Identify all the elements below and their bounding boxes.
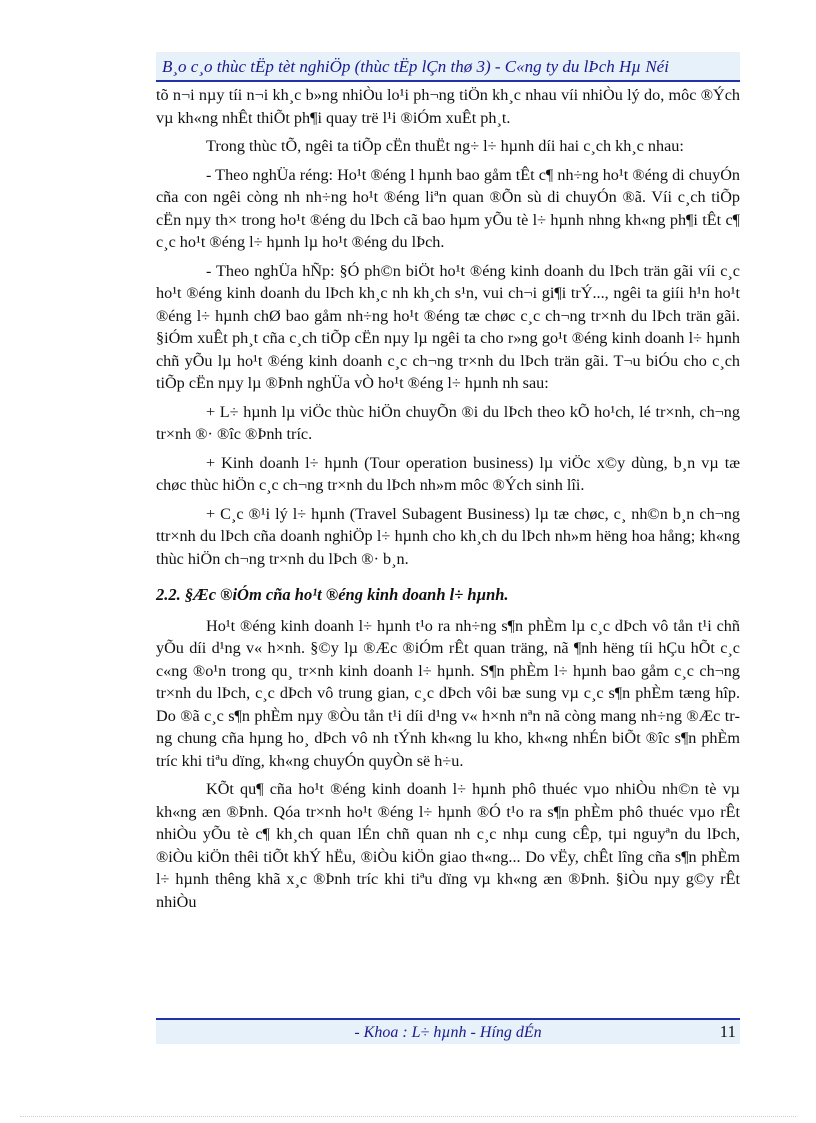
page-edge-divider [20,1116,796,1117]
paragraph: + Kinh doanh l÷ hµnh (Tour operation business) lµ viÖc x©y dùng, b¸n vµ tæ chøc thùc hiÖn c¸c ch¬ng tr×nh du lÞch nh»m môc ®Ých sinh lîi. [156,453,740,494]
paragraph: - Theo nghÜa hÑp: §Ó ph©n biÖt ho¹t ®éng kinh doanh du lÞch trän gãi víi c¸c ho¹t ®éng kinh doanh du lÞch kh¸c nh kh¸ch s¹n, vui ch¬i gi¶i trÝ..., ngêi ta giíi h¹n ho¹t ®éng l÷ hµnh chØ bao gåm nh÷ng ho¹t ®éng tæ chøc c¸c ch¬ng tr×nh du lÞch trän gãi. §iÓm xuÊt ph¸t cña c¸ch tiÕp cËn nµy lµ ngêi ta cho r»ng go¹t ®éng kinh doanh l÷ hµnh chñ yÕu lµ ho¹t ®éng kinh doanh c¸c ch¬ng tr×nh du lÞch trän gãi. T¬u biÓu cho c¸ch tiÕp cËn nµy lµ ®Þnh nghÜa vÒ ho¹t ®éng l÷ hµnh nh sau: [156,261,740,392]
paragraph: + C¸c ®¹i lý l÷ hµnh (Travel Subagent Business) lµ tæ chøc, c¸ nh©n b¸n ch¬ng ttr×nh du lÞch cña doanh nghiÖp l÷ hµnh cho kh¸ch du lÞch nh»m hëng hoa hång; kh«ng thùc hiÖn ch¬ng tr×nh du lÞch ®· b¸n. [156,504,740,568]
header-title: B¸o c¸o thùc tËp tèt nghiÖp (thùc tËp lÇn thø 3) - C«ng ty du lÞch Hµ Néi [162,57,669,76]
paragraph: + L÷ hµnh lµ viÖc thùc hiÖn chuyÕn ®i du lÞch theo kÕ ho¹ch, lé tr×nh, ch¬ng tr×nh ®· ®îc ®Þnh tríc. [156,402,740,443]
page-number: 11 [719,1022,736,1041]
paragraph: tõ n¬i nµy tíi n¬i kh¸c b»ng nhiÒu lo¹i ph¬ng tiÖn kh¸c nhau víi nhiÒu lý do, môc ®Ých vµ kh«ng nhÊt thiÕt ph¶i quay trë l¹i ®iÓm xuÊt ph¸t. [156,86,740,127]
page-header [156,52,740,82]
paragraph: KÕt qu¶ cña ho¹t ®éng kinh doanh l÷ hµnh phô thuéc vµo nhiÒu nh©n tè vµ kh«ng æn ®Þnh. Qóa tr×nh ho¹t ®éng l÷ hµnh ®Ó t¹o ra s¶n phÈm phô thuéc vµo rÊt nhiÒu yÕu tè c¶ kh¸ch quan lÉn chñ quan nh c¸c nhµ cung cÊp, tµi nguyªn du lÞch, ®iÒu kiÖn thêi tiÕt khÝ hËu, ®iÒu kiÖn giao th«ng... Do vËy, chÊt lîng cña s¶n phÈm l÷ hµnh thêng khã x¸c ®Þnh tríc khi tiªu dïng vµ kh«ng æn ®Þnh. §iÒu nµy g©y rÊt nhiÒu [156,780,740,911]
paragraph: Trong thùc tÕ, ngêi ta tiÕp cËn thuËt ng÷ l÷ hµnh díi hai c¸ch kh¸c nhau: [206,137,684,155]
footer-text: - Khoa : L÷ hµnh - Híng dÉn [354,1024,542,1041]
paragraph: Ho¹t ®éng kinh doanh l÷ hµnh t¹o ra nh÷ng s¶n phÈm lµ c¸c dÞch vô tån t¹i chñ yÕu díi d¹ng v« h×nh. §©y lµ ®Æc ®iÓm rÊt quan träng, nã ¶nh hëng tíi hÇu hÕt c¸c c«ng ®o¹n trong qu¸ tr×nh kinh doanh l÷ hµnh. S¶n phÈm l÷ hµnh bao gåm c¸c ch¬ng tr×nh du lÞch, c¸c dÞch vô trung gian, c¸c dÞch vôi bæ sung vµ c¸c s¶n phÈm tæng hîp. Do ®ã c¸c s¶n phÈm nµy ®Òu tån t¹i díi d¹ng v« h×nh nªn nã còng mang nh÷ng ®Æc trng chung cña hµng ho¸ dÞch vô nh tÝnh kh«ng lu kho, kh«ng nhÉn biÕt ®îc s¶n phÈm tríc khi tiªu dïng, kh«ng chuyÓn quyÒn së h÷u. [156,616,740,770]
section-heading: 2.2. §Æc ®iÓm cña ho¹t ®éng kinh doanh l÷ hµnh. [156,585,509,604]
paragraph: - Theo nghÜa réng: Ho¹t ®éng l hµnh bao gåm tÊt c¶ nh÷ng ho¹t ®éng di chuyÓn cña con ngêi còng nh nh÷ng ho¹t ®éng liªn quan ®Õn sù di chuyÓn ®ã. Víi c¸ch tiÕp cËn nµy th× trong ho¹t ®éng du lÞch cã bao hµm yÕu tè l÷ hµnh nhng kh«ng ph¶i tÊt c¶ c¸c ho¹t ®éng l÷ hµnh lµ ho¹t ®éng du lÞch. [156,165,740,251]
page-footer [156,1018,740,1044]
page-body [156,84,740,919]
